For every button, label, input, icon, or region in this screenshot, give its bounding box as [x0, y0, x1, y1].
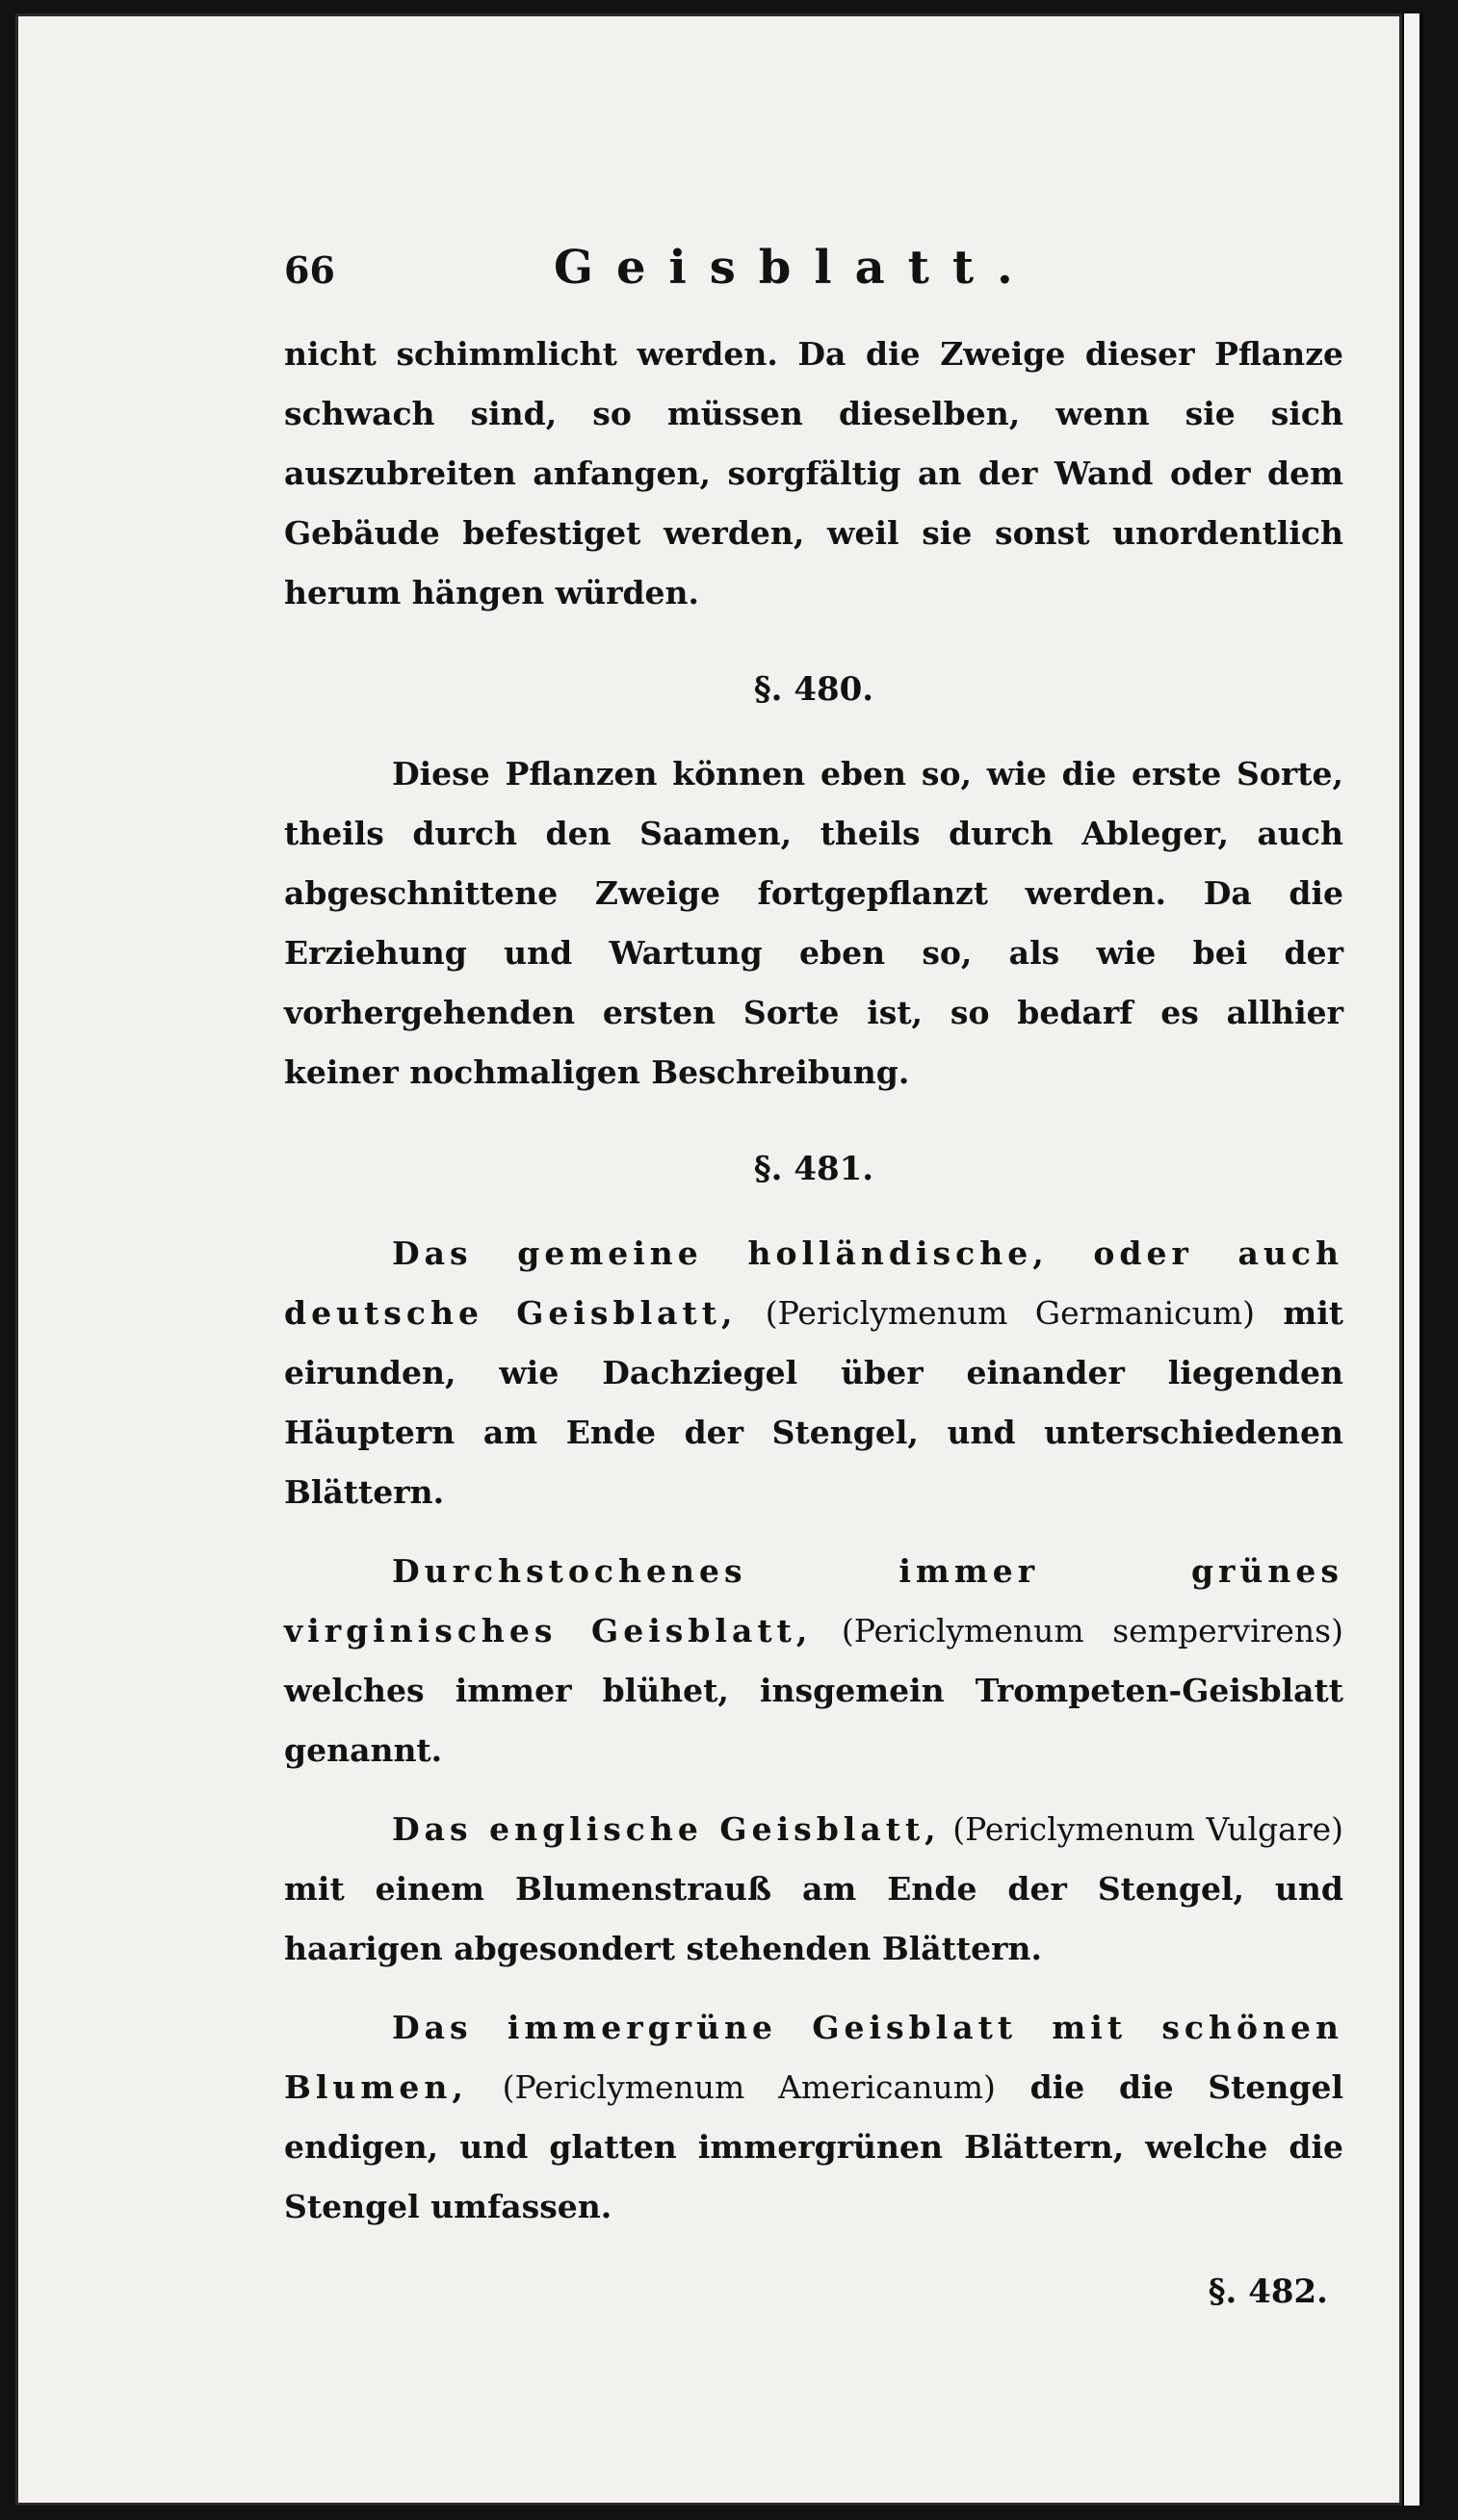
page-number: 66	[284, 248, 335, 292]
latin-name-americanum: (Periclymenum Americanum)	[502, 2068, 996, 2106]
catchword: §. 482.	[1208, 2273, 1328, 2311]
running-title: Geisblatt.	[554, 241, 1036, 295]
species-name-english: Das englische Geisblatt,	[392, 1810, 941, 1848]
species-name-evergreen: Das immergrüne Geisblatt mit schönen Blumen,	[284, 2009, 1343, 2106]
description-evergreen: die die Stengel endigen, und glatten immergrünen Blättern, welche die Stengel umfassen.	[284, 2068, 1343, 2225]
description-english: mit einem Blumenstrauß am Ende der Stengel, und haarigen abgesondert stehenden Blättern.	[284, 1870, 1343, 1967]
section-heading-480: §. 480.	[753, 670, 874, 709]
book-page	[15, 13, 1402, 2506]
page-text-block	[284, 238, 1343, 2322]
paragraph-german-honeysuckle	[284, 1224, 1343, 1522]
paragraph-virginian-honeysuckle	[284, 1542, 1343, 1780]
latin-name-sempervirens: (Periclymenum sempervirens)	[841, 1612, 1343, 1650]
species-name-virginian: Durchstochenes immer grünes virginisches Geisblatt,	[284, 1552, 1343, 1650]
page-edge	[1402, 13, 1423, 2506]
section-heading-481: §. 481.	[753, 1150, 874, 1188]
paragraph-evergreen-honeysuckle	[284, 1998, 1343, 2237]
latin-name-vulgare: (Periclymenum Vulgare)	[952, 1810, 1343, 1848]
description-virginian: welches immer blühet, insgemein Trompeten-Geisblatt genannt.	[284, 1672, 1343, 1769]
paragraph-english-honeysuckle	[284, 1800, 1343, 1979]
description-german: mit eirunden, wie Dachziegel über einander liegenden Häuptern am Ende der Stengel, und unterschiedenen Blättern.	[284, 1294, 1344, 1511]
latin-name-germanicum: (Periclymenum Germanicum)	[765, 1294, 1256, 1332]
paragraph-continuation: nicht schimmlicht werden. Da die Zweige dieser Pflanze schwach sind, so müssen dieselben, wenn sie sich auszubreiten anfangen, sorgfältig an der Wand oder dem Gebäude befestiget werden, weil sie sonst unordentlich herum hängen würden.	[284, 335, 1343, 611]
species-name-german: Das gemeine holländische, oder auch deutsche Geisblatt,	[284, 1234, 1343, 1332]
page-header	[284, 238, 1343, 315]
paragraph-propagation: Diese Pflanzen können eben so, wie die erste Sorte, theils durch den Saamen, theils durch Ableger, auch abgeschnittene Zweige fortgepflanzt werden. Da die Erziehung und Wartung eben so, als wie bei der vorhergehenden ersten Sorte ist, so bedarf es allhier keiner nochmaligen Beschreibung.	[284, 755, 1343, 1091]
